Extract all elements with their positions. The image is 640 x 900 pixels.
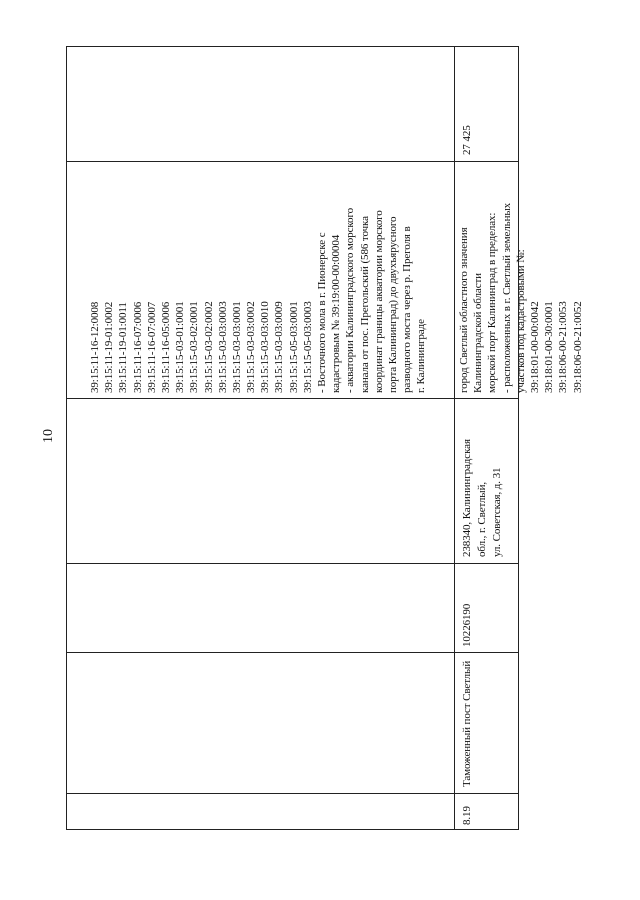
value-cell [458, 58, 518, 158]
cadastral-number: 39:15:15-05-03:0001 [287, 301, 300, 393]
area-description-line: - акватории Калининградского морского [344, 208, 357, 393]
area-cell [457, 162, 584, 396]
cadastral-number: 39:15:11-19-01:0011 [117, 302, 130, 393]
area-description-line: координат границы акватории морского [372, 210, 385, 393]
area-description-line: кадастровым № 39:19:00-00:00004 [330, 234, 343, 393]
cadastral-number: 39:15:11-16-07:0007 [145, 301, 158, 393]
cadastral-number: 39:15:15-03-02:0002 [202, 301, 215, 393]
area-description-line: Калининградской области [472, 273, 485, 393]
customs-post-name: Таможенный пост Светлый [461, 660, 473, 787]
column-divider-index-name [66, 793, 519, 794]
cadastral-number: 39:15:15-03-03:0009 [273, 301, 286, 393]
cadastral-number: 39:15:11-16-05:0006 [159, 301, 172, 393]
address-cell [458, 400, 518, 560]
page-number: 10 [41, 429, 56, 443]
address-line: ул. Советская, д. 31 [491, 467, 503, 557]
address-line: обл., г. Светлый, [476, 481, 488, 557]
cadastral-number: 39:18:01-00-00:0042 [528, 301, 541, 393]
area-value: 27 425 [461, 125, 473, 155]
area-description-line: морской порт Калининград в пределах: [486, 212, 499, 393]
cadastral-number: 39:15:15-03-03:0001 [230, 301, 243, 393]
cadastral-number: 39:15:15-03-01:0001 [174, 301, 187, 393]
area-description-line: г. Калининграде [415, 319, 428, 393]
row-index-cell [458, 794, 518, 828]
cadastral-number: 39:15:15-03-03:0002 [245, 301, 258, 393]
name-cell [458, 654, 518, 790]
cadastral-number: 39:15:15-03-03:0003 [216, 301, 229, 393]
customs-post-code: 10226190 [461, 603, 473, 647]
area-description-line: город Светлый областного значения [458, 227, 470, 393]
code-cell [458, 564, 518, 650]
area-cell-continuation [88, 162, 454, 396]
address-line: 238340, Калининградская [461, 439, 473, 557]
cadastral-number: 39:18:01-00-30:0001 [543, 301, 556, 393]
column-divider-name-code [66, 652, 519, 653]
cadastral-number: 39:15:15-03-02:0001 [188, 301, 201, 393]
column-divider-address-area [66, 398, 519, 399]
area-description-line: разводного моста через р. Преголя в [401, 226, 414, 393]
area-description-line: участков под кадастровыми №: [514, 249, 527, 393]
column-divider-code-address [66, 563, 519, 564]
cadastral-number: 39:15:15-03-03:0010 [259, 301, 272, 393]
cadastral-number: 39:18:06-00-21:0052 [571, 301, 584, 393]
cadastral-number: 39:15:11-19-01:0002 [103, 301, 116, 393]
row-index: 8.19 [461, 806, 473, 825]
cadastral-number: 39:15:11-16-12:0008 [89, 301, 101, 393]
cadastral-number: 39:15:15-05-03:0003 [301, 301, 314, 393]
area-description-line: - Восточного мола в г. Пионерске с [316, 232, 328, 393]
area-description-line: - расположенных в г. Светлый земельных [500, 202, 513, 393]
area-description-line: порта Калининград) до двухъярусного [386, 216, 399, 393]
cadastral-number: 39:15:11-16-07:0006 [131, 301, 144, 393]
cadastral-number: 39:18:06-00-21:0053 [557, 301, 570, 393]
area-inner-divider [454, 161, 455, 398]
area-description-line: канала от пос. Прегольский (586 точка [358, 216, 371, 393]
